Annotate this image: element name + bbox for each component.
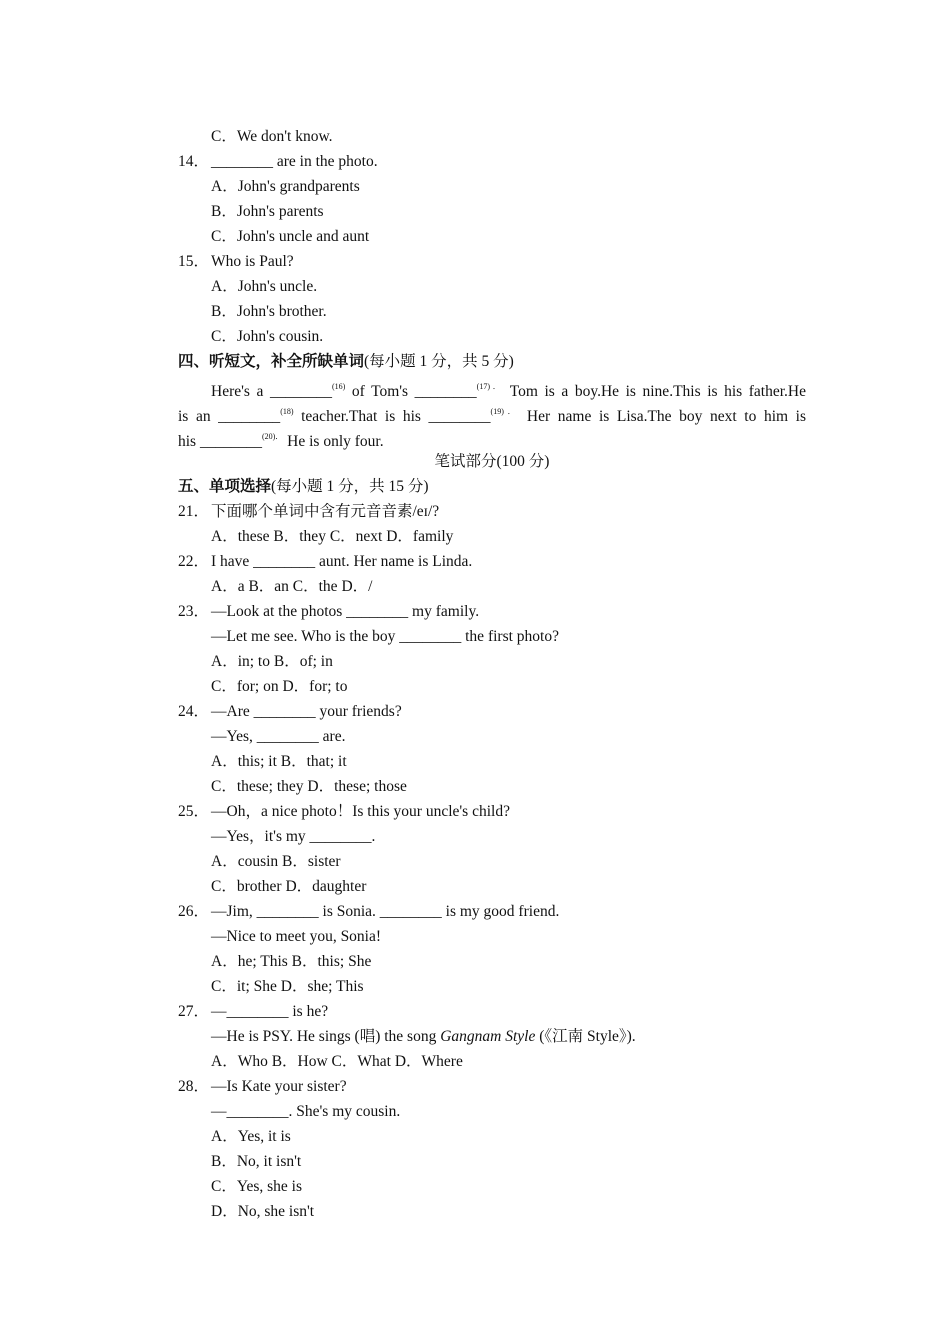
q27-text: (《江南 Style》). — [535, 1028, 636, 1045]
passage-text: He is only four. — [283, 433, 384, 450]
q27-stem — [178, 999, 328, 1024]
q28-number: 28． — [178, 1078, 210, 1095]
section-4-scoring: (每小题 1 分，共 5 分) — [364, 353, 514, 370]
q15-text: Who is Paul? — [211, 253, 294, 270]
q25-number: 25． — [178, 803, 210, 820]
q14-option-c: C．John's uncle and aunt — [211, 228, 370, 245]
q28-option-c: C．Yes, she is — [211, 1178, 303, 1195]
q25-stem — [178, 799, 510, 824]
q21-number: 21． — [178, 503, 210, 520]
q25-options-ab: A．cousin B．sister — [211, 853, 341, 870]
q23-text: —Look at the photos ________ my family. — [211, 603, 480, 620]
passage-text: Tom is a boy.He is nine.This is his father.He — [503, 383, 807, 400]
q24-text: —Are ________ your friends? — [211, 703, 402, 720]
written-part-heading: 笔试部分(100 分) — [434, 453, 550, 470]
q14-stem — [178, 149, 378, 174]
q25-options-cd: C．brother D．daughter — [211, 878, 367, 895]
q24-options-cd: C．these; they D．these; those — [211, 778, 407, 795]
q23-stem — [178, 599, 479, 624]
q15-stem — [178, 249, 294, 274]
q14-option-b: B．John's parents — [211, 203, 324, 220]
q21-stem — [178, 499, 439, 524]
section-5-heading — [178, 474, 429, 499]
q26-options-ab: A．he; This B．this; She — [211, 953, 372, 970]
q14-number: 14． — [178, 153, 210, 170]
q22-options: A．a B．an C．the D．/ — [211, 578, 373, 595]
q13-option-c: C．We don't know. — [211, 128, 333, 145]
passage-text: is an ________ — [178, 408, 281, 425]
q23-stem-2: —Let me see. Who is the boy ________ the first photo? — [211, 628, 559, 645]
q27-options: A．Who B．How C．What D．Where — [211, 1053, 463, 1070]
section-4-heading — [178, 349, 514, 374]
section-4-title: 四、听短文，补全所缺单词 — [178, 353, 365, 370]
q15-option-a: A．John's uncle. — [211, 278, 318, 295]
q15-option-c: C．John's cousin. — [211, 328, 324, 345]
q25-stem-2: —Yes，it's my ________. — [211, 828, 376, 845]
q24-options-ab: A．this; it B．that; it — [211, 753, 347, 770]
section-5-title: 五、单项选择 — [178, 478, 272, 495]
blank-20-marker: (20)． — [261, 432, 284, 441]
section-5-scoring: (每小题 1 分，共 15 分) — [271, 478, 429, 495]
q27-number: 27． — [178, 1003, 210, 1020]
blank-19-marker: (19)． — [490, 407, 520, 416]
q28-stem-2: —________. She's my cousin. — [211, 1103, 401, 1120]
q14-text: ________ are in the photo. — [211, 153, 378, 170]
q26-stem — [178, 899, 559, 924]
q22-number: 22． — [178, 553, 210, 570]
q28-option-a: A．Yes, it is — [211, 1128, 291, 1145]
passage-text: Here's a ________ — [211, 383, 332, 400]
q28-option-b: B．No, it isn't — [211, 1153, 302, 1170]
passage-text: of Tom's ________ — [345, 383, 477, 400]
q26-number: 26． — [178, 903, 210, 920]
q27-stem-2 — [211, 1024, 636, 1049]
blank-18-marker: (18) — [280, 407, 294, 416]
q15-option-b: B．John's brother. — [211, 303, 327, 320]
q26-stem-2: —Nice to meet you, Sonia! — [211, 928, 382, 945]
q28-text: —Is Kate your sister? — [211, 1078, 347, 1095]
q28-option-d: D．No, she isn't — [211, 1203, 315, 1220]
blank-17-marker: (17)． — [476, 382, 504, 391]
q23-options-ab: A．in; to B．of; in — [211, 653, 333, 670]
q27-text: —He is PSY. He sings (唱) the song — [211, 1028, 441, 1045]
q27-text: —________ is he? — [211, 1003, 329, 1020]
q23-number: 23． — [178, 603, 210, 620]
q26-options-cd: C．it; She D．she; This — [211, 978, 364, 995]
q28-stem — [178, 1074, 347, 1099]
q24-stem-2: —Yes, ________ are. — [211, 728, 346, 745]
q22-stem — [178, 549, 472, 574]
q22-text: I have ________ aunt. Her name is Linda. — [211, 553, 473, 570]
q21-text: 下面哪个单词中含有元音音素/eɪ/? — [211, 503, 440, 520]
song-title: Gangnam Style — [440, 1028, 536, 1045]
passage-text: teacher.That is his ________ — [293, 408, 491, 425]
q21-options: A．these B．they C．next D．family — [211, 528, 454, 545]
q23-options-cd: C．for; on D．for; to — [211, 678, 348, 695]
passage-text: Her name is Lisa.The boy next to him is — [519, 408, 807, 425]
q15-number: 15． — [178, 253, 210, 270]
q26-text: —Jim, ________ is Sonia. ________ is my good friend. — [211, 903, 560, 920]
blank-16-marker: (16) — [331, 382, 346, 391]
q24-number: 24． — [178, 703, 210, 720]
q24-stem — [178, 699, 402, 724]
q14-option-a: A．John's grandparents — [211, 178, 360, 195]
q25-text: —Oh，a nice photo！Is this your uncle's child? — [211, 803, 510, 820]
passage-text: his ________ — [178, 433, 262, 450]
